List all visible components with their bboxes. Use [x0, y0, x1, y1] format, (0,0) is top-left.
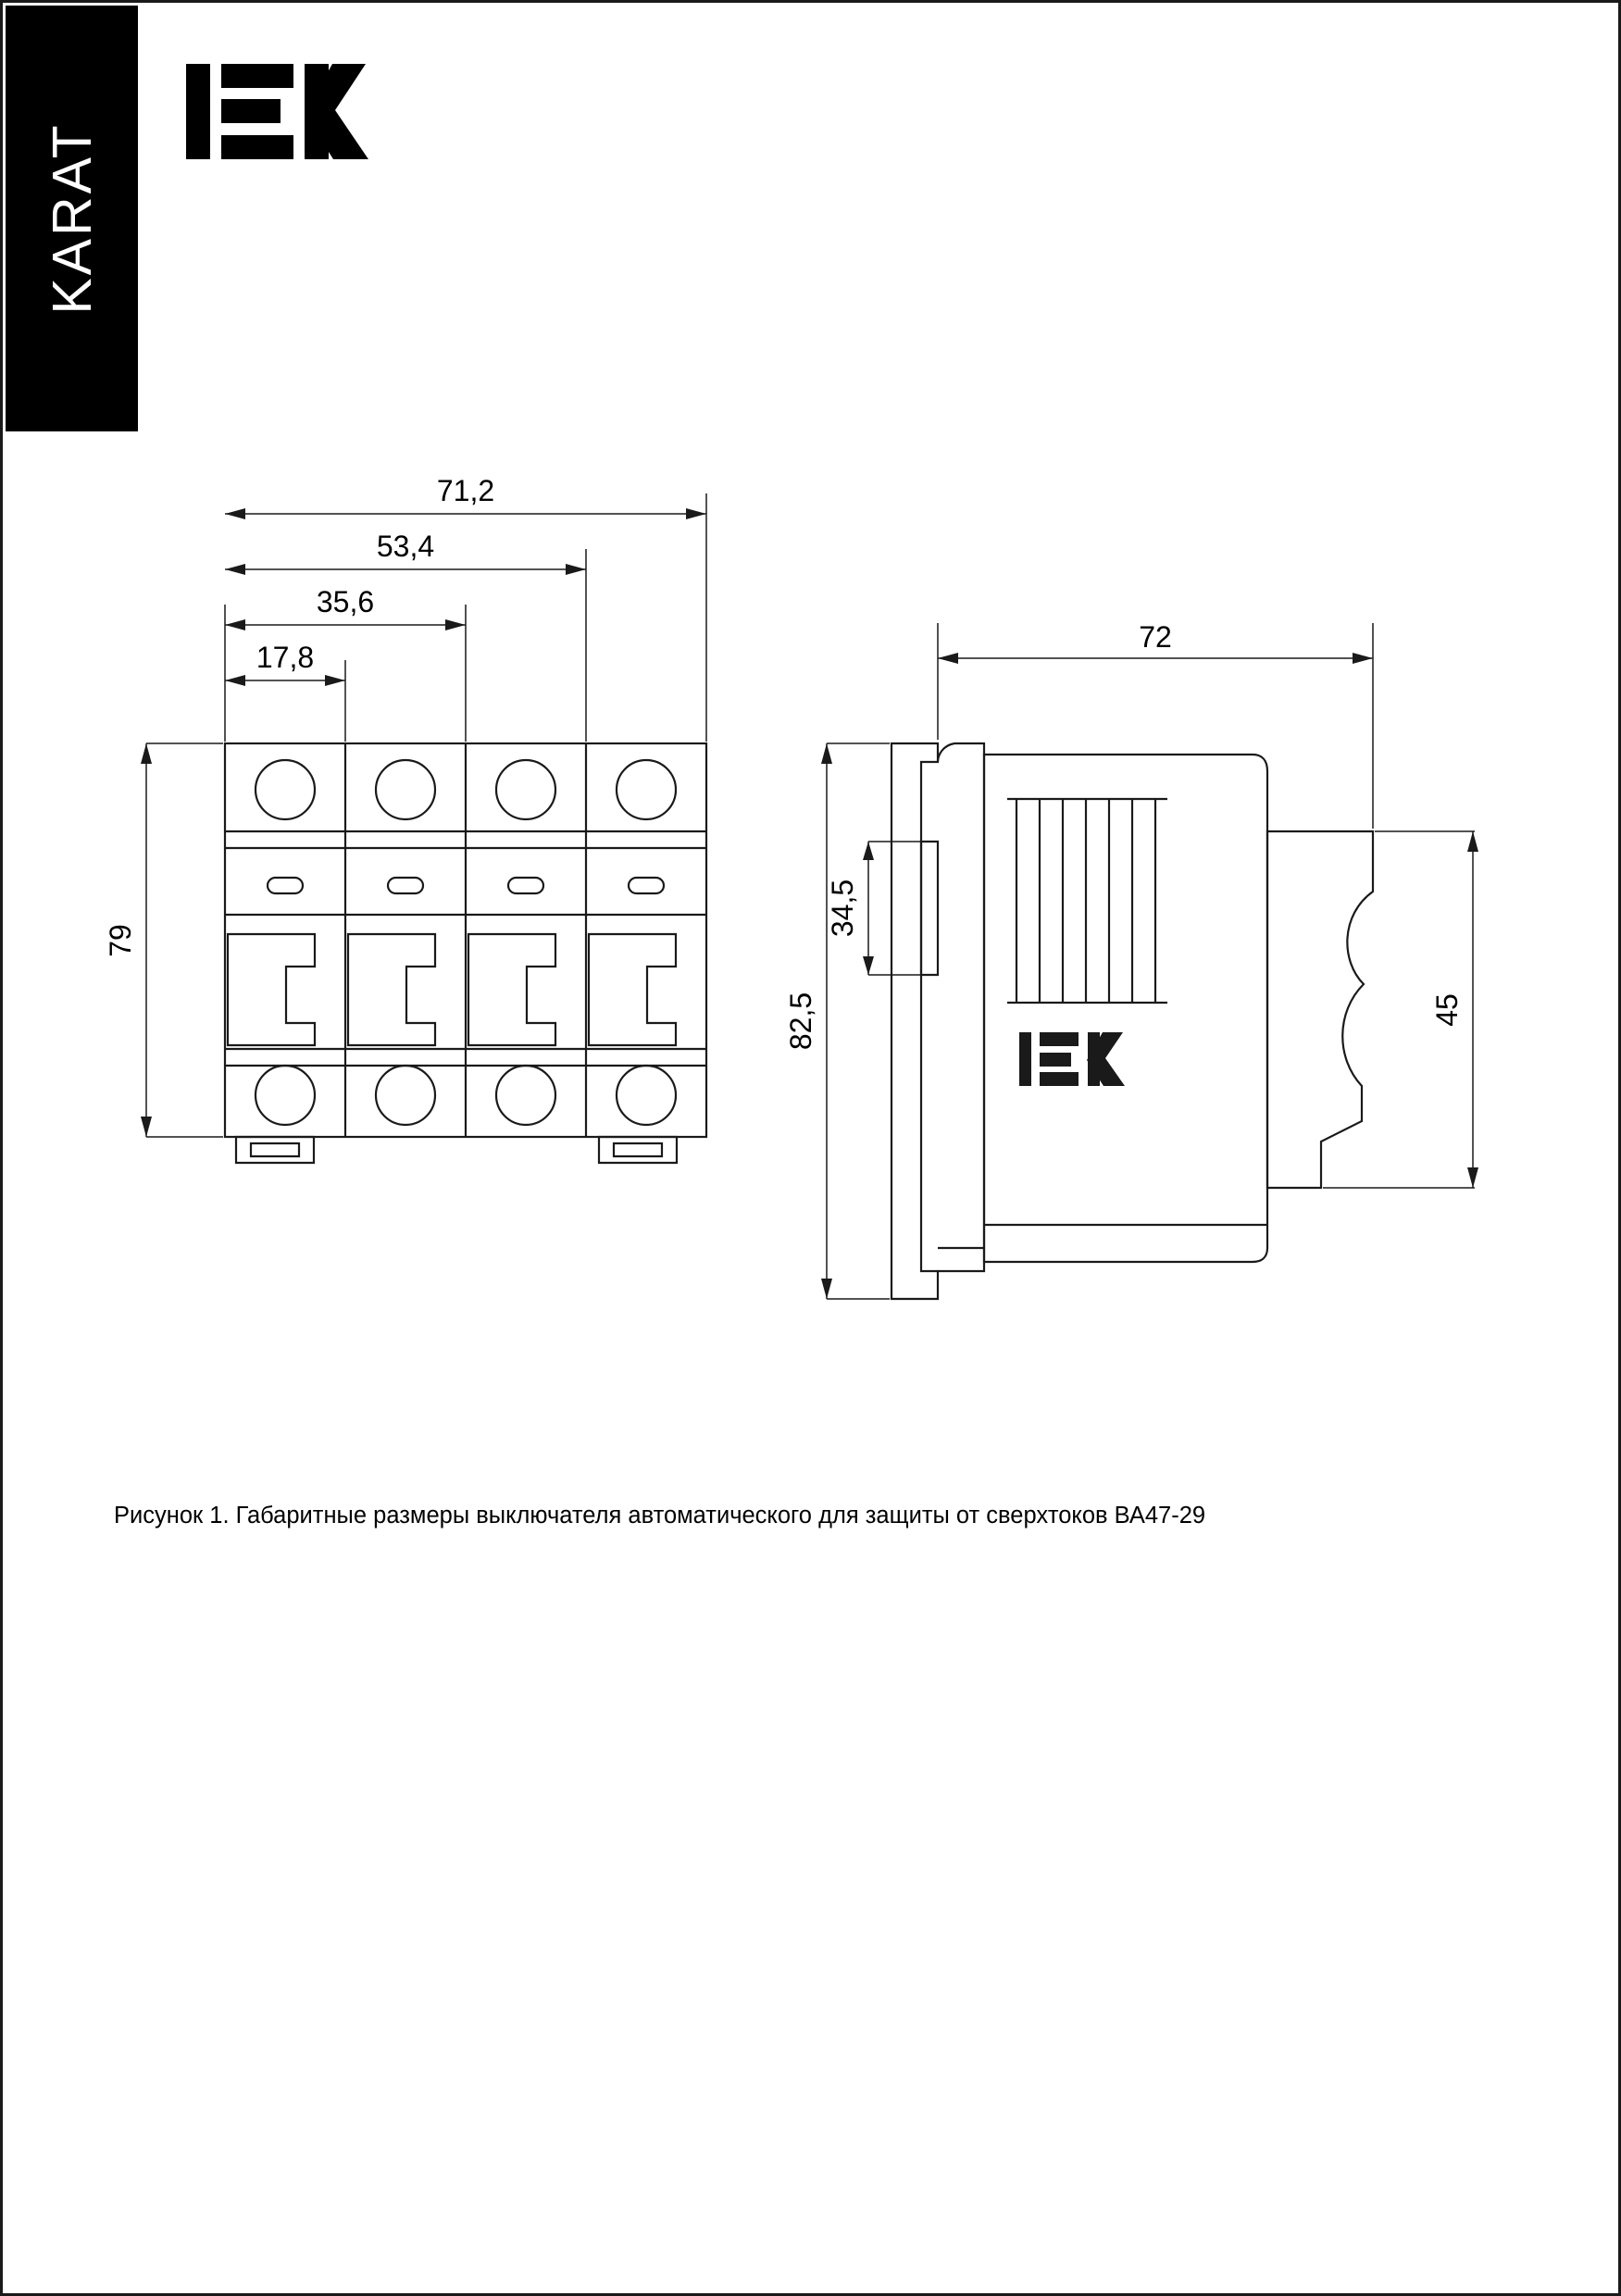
dim-label-34-5: 34,5	[826, 879, 859, 938]
brand-series-label: KARAT	[41, 122, 103, 315]
dim-label-72: 72	[1139, 620, 1172, 654]
dim-label-17-8: 17,8	[256, 641, 315, 674]
dim-label-71-2: 71,2	[436, 474, 495, 507]
dimension-drawing	[3, 410, 1621, 1503]
dim-label-53-4: 53,4	[376, 530, 435, 563]
dim-label-79: 79	[104, 924, 137, 957]
brand-series-tab	[6, 6, 138, 431]
side-body-iek-logo-icon	[1019, 1032, 1125, 1086]
dim-label-35-6: 35,6	[316, 585, 375, 618]
iek-logo-icon	[184, 58, 393, 165]
dim-label-82-5: 82,5	[784, 992, 817, 1051]
dim-label-45: 45	[1430, 993, 1464, 1027]
iek-logo	[184, 58, 393, 165]
drawing-svg	[3, 410, 1621, 1503]
figure-caption: Рисунок 1. Габаритные размеры выключателя автоматического для защиты от сверхтоков ВА47-29	[114, 1503, 1206, 1529]
